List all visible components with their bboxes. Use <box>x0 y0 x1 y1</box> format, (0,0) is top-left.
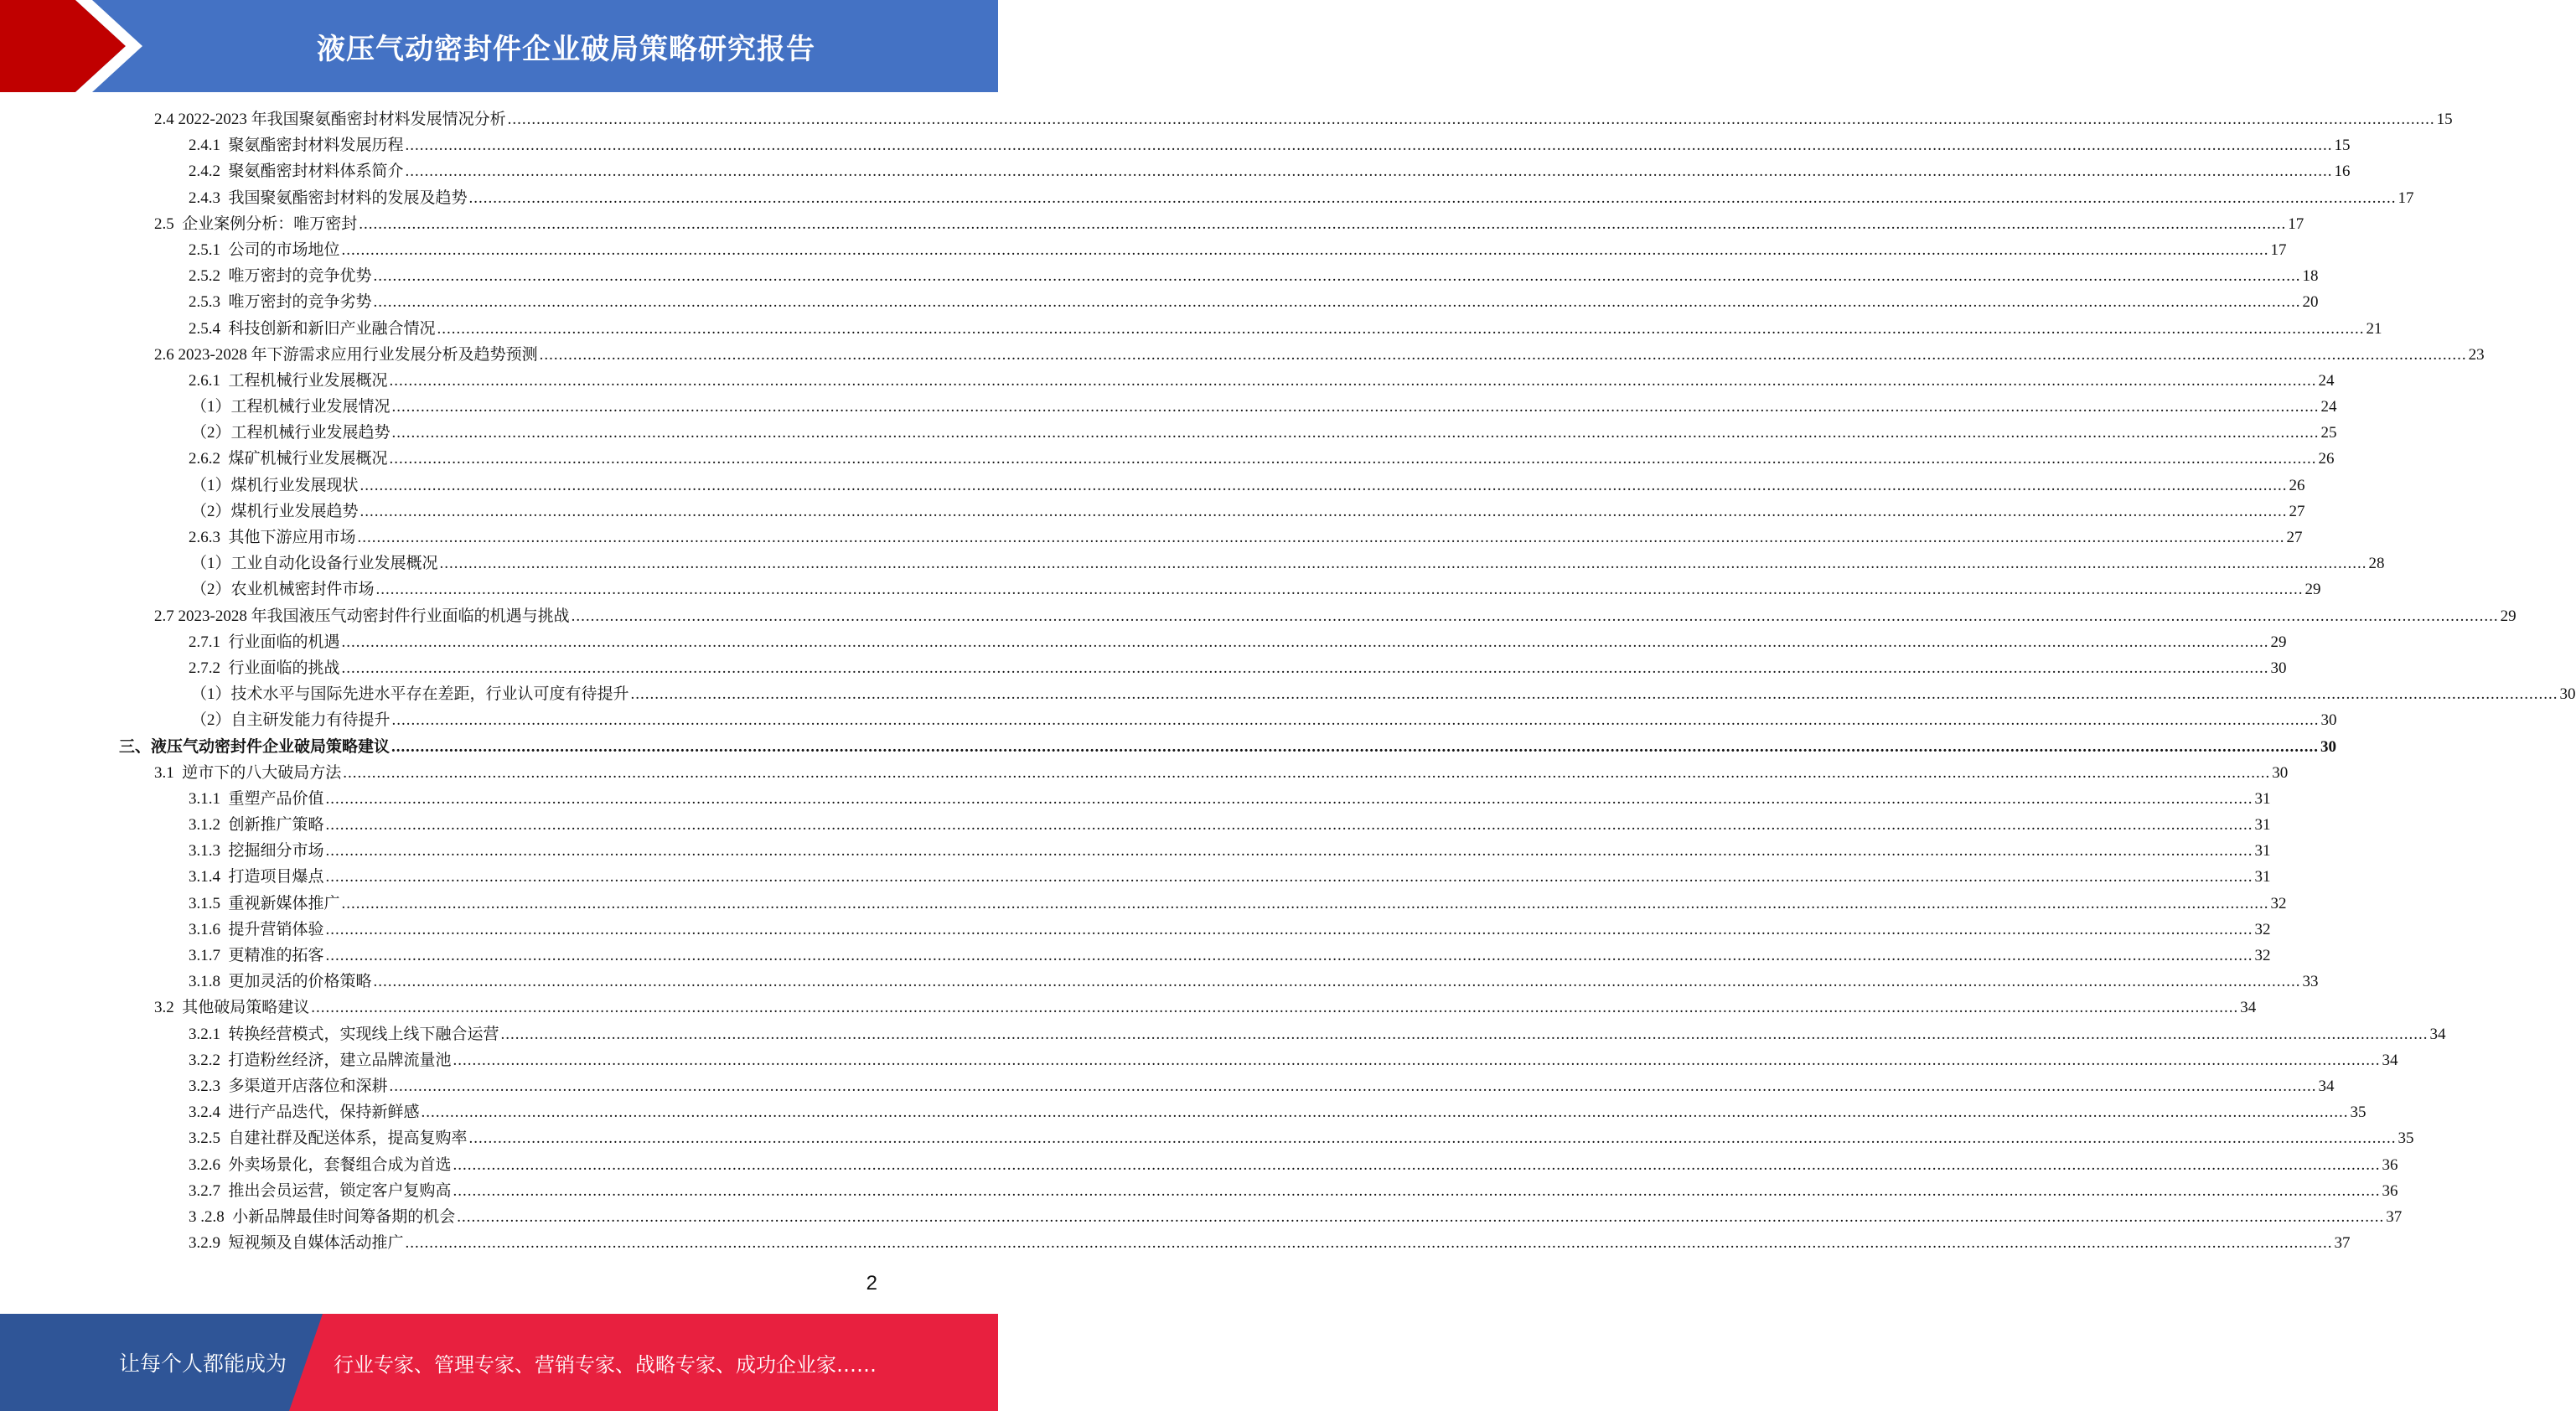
toc-leader-dots: ................................................................................................................................................................................................................................................................................................................................................................................................................ <box>325 920 2253 938</box>
toc-entry[interactable] <box>0 342 2485 368</box>
toc-entry-label: （2）工程机械行业发展趋势 <box>191 424 391 442</box>
toc-entry-label: 3.2.3 多渠道开店落位和深耕 <box>189 1077 388 1095</box>
toc-entry[interactable] <box>0 812 2271 838</box>
toc-entry[interactable] <box>0 525 2303 550</box>
toc-entry-label: 2.5.1 公司的市场地位 <box>189 240 340 259</box>
toc-entry-label: 3.2.1 转换经营模式，实现线上线下融合运营 <box>189 1025 499 1043</box>
toc-entry-page: 26 <box>2289 476 2305 494</box>
toc-leader-dots: ................................................................................................................................................................................................................................................................................................................................................................................................................ <box>439 555 2367 573</box>
toc-leader-dots: ................................................................................................................................................................................................................................................................................................................................................................................................................ <box>325 842 2253 861</box>
toc-leader-dots: ................................................................................................................................................................................................................................................................................................................................................................................................................ <box>311 999 2239 1017</box>
toc-entry-label: 3.2.2 打造粉丝经济，建立品牌流量池 <box>189 1051 452 1069</box>
toc-entry-page: 24 <box>2320 398 2337 416</box>
toc-entry-page: 32 <box>2270 894 2287 912</box>
toc-leader-dots: ................................................................................................................................................................................................................................................................................................................................................................................................................ <box>405 163 2333 181</box>
toc-entry-page: 17 <box>2398 189 2414 207</box>
toc-leader-dots: ................................................................................................................................................................................................................................................................................................................................................................................................................ <box>359 214 2287 233</box>
toc-entry-page: 27 <box>2286 529 2303 546</box>
toc-leader-dots: ................................................................................................................................................................................................................................................................................................................................................................................................................ <box>360 476 2288 494</box>
toc-entry-label: （1）煤机行业发展现状 <box>191 476 359 494</box>
toc-entry[interactable] <box>0 943 2271 969</box>
page-footer <box>0 1314 998 1411</box>
toc-entry-label: 3.1.2 创新推广策略 <box>189 816 324 835</box>
toc-entry-page: 37 <box>2386 1207 2403 1226</box>
toc-leader-dots: ................................................................................................................................................................................................................................................................................................................................................................................................................ <box>360 502 2288 520</box>
toc-entry-page: 18 <box>2302 267 2319 286</box>
toc-entry[interactable] <box>0 864 2271 890</box>
toc-entry-page: 20 <box>2302 293 2319 312</box>
toc-entry-page: 36 <box>2382 1155 2398 1174</box>
toc-entry-page: 30 <box>2272 763 2289 782</box>
toc-entry-label: （2）自主研发能力有待提升 <box>191 711 391 730</box>
toc-entry[interactable] <box>0 420 2337 446</box>
toc-leader-dots: ................................................................................................................................................................................................................................................................................................................................................................................................................ <box>405 1234 2333 1253</box>
toc-entry[interactable] <box>0 734 2337 760</box>
toc-entry-page: 29 <box>2270 633 2287 651</box>
toc-leader-dots: ................................................................................................................................................................................................................................................................................................................................................................................................................ <box>341 633 2269 651</box>
toc-entry-page: 15 <box>2334 137 2351 155</box>
toc-leader-dots: ................................................................................................................................................................................................................................................................................................................................................................................................................ <box>437 319 2365 338</box>
toc-entry-page: 31 <box>2254 868 2271 886</box>
toc-entry-page: 29 <box>2500 607 2517 625</box>
toc-entry[interactable] <box>0 786 2271 812</box>
toc-entry-page: 34 <box>2429 1025 2446 1043</box>
toc-entry-label: 2.4.1 聚氨酯密封材料发展历程 <box>189 137 404 155</box>
toc-entry-label: 2.7 2023-2028 年我国液压气动密封件行业面临的机遇与挑战 <box>154 607 570 625</box>
toc-entry-page: 35 <box>2398 1129 2414 1148</box>
toc-entry-page: 15 <box>2436 111 2453 128</box>
toc-entry-label: 3.2.9 短视频及自媒体活动推广 <box>189 1234 404 1253</box>
toc-leader-dots: ................................................................................................................................................................................................................................................................................................................................................................................................................ <box>389 1077 2317 1095</box>
toc-leader-dots: ................................................................................................................................................................................................................................................................................................................................................................................................................ <box>453 1051 2381 1069</box>
toc-entry-page: 33 <box>2302 973 2319 991</box>
toc-entry-page: 34 <box>2318 1077 2335 1095</box>
toc-leader-dots: ................................................................................................................................................................................................................................................................................................................................................................................................................ <box>391 711 2320 730</box>
toc-entry-label: 2.7.1 行业面临的机遇 <box>189 633 340 651</box>
toc-entry[interactable] <box>0 1073 2335 1099</box>
toc-leader-dots: ................................................................................................................................................................................................................................................................................................................................................................................................................ <box>341 659 2269 677</box>
toc-leader-dots: ................................................................................................................................................................................................................................................................................................................................................................................................................ <box>391 737 2320 756</box>
toc-leader-dots: ................................................................................................................................................................................................................................................................................................................................................................................................................ <box>500 1025 2429 1043</box>
toc-entry[interactable] <box>0 446 2335 472</box>
toc-entry[interactable] <box>0 316 2382 342</box>
toc-leader-dots: ................................................................................................................................................................................................................................................................................................................................................................................................................ <box>468 189 2397 207</box>
toc-entry-label: 2.6 2023-2028 年下游需求应用行业发展分析及趋势预测 <box>154 345 538 364</box>
toc-entry[interactable] <box>0 629 2287 655</box>
toc-leader-dots: ................................................................................................................................................................................................................................................................................................................................................................................................................ <box>453 1155 2381 1174</box>
toc-entry-label: 2.5 企业案例分析：唯万密封 <box>154 214 358 233</box>
toc-entry-page: 30 <box>2270 659 2287 677</box>
toc-entry[interactable] <box>0 368 2335 394</box>
toc-leader-dots: ................................................................................................................................................................................................................................................................................................................................................................................................................ <box>507 111 2435 128</box>
toc-entry-page: 30 <box>2559 685 2576 704</box>
toc-leader-dots: ................................................................................................................................................................................................................................................................................................................................................................................................................ <box>457 1207 2385 1226</box>
toc-entry[interactable] <box>0 499 2305 525</box>
toc-leader-dots: ................................................................................................................................................................................................................................................................................................................................................................................................................ <box>325 789 2253 808</box>
report-title: 液压气动密封件企业破局策略研究报告 <box>317 32 815 66</box>
toc-entry[interactable] <box>0 1204 2403 1230</box>
toc-entry[interactable] <box>0 158 2351 184</box>
toc-entry-label: 3.1.8 更加灵活的价格策略 <box>189 973 372 991</box>
toc-entry-page: 32 <box>2254 947 2271 964</box>
page-number: 2 <box>866 1272 877 1295</box>
toc-entry-label: 2.6.2 煤矿机械行业发展概况 <box>189 450 388 468</box>
toc-entry[interactable] <box>0 473 2305 499</box>
toc-entry-label: 3.2 其他破局策略建议 <box>154 999 310 1017</box>
toc-entry-page: 36 <box>2382 1181 2398 1200</box>
toc-entry[interactable] <box>0 106 2453 132</box>
toc-entry-label: 3.1.1 重塑产品价值 <box>189 789 324 808</box>
toc-entry-page: 29 <box>2304 581 2321 599</box>
toc-entry-page: 24 <box>2318 371 2335 390</box>
toc-entry[interactable] <box>0 681 2576 707</box>
toc-entry-label: 2.6.3 其他下游应用市场 <box>189 529 356 546</box>
toc-entry-label: （2）煤机行业发展趋势 <box>191 502 359 520</box>
toc-entry[interactable] <box>0 289 2319 315</box>
toc-entry[interactable] <box>0 237 2287 263</box>
toc-entry-page: 30 <box>2320 711 2337 730</box>
toc-entry-label: 3.1.7 更精准的拓客 <box>189 947 324 964</box>
footer-slogan-right: 行业专家、管理专家、营销专家、战略专家、成功企业家…… <box>334 1352 877 1377</box>
toc-leader-dots: ................................................................................................................................................................................................................................................................................................................................................................................................................ <box>453 1181 2381 1200</box>
footer-slogan-left: 让每个人都能成为 <box>119 1352 287 1376</box>
toc-leader-dots: ................................................................................................................................................................................................................................................................................................................................................................................................................ <box>539 345 2467 364</box>
toc-entry-page: 17 <box>2270 240 2287 259</box>
toc-leader-dots: ................................................................................................................................................................................................................................................................................................................................................................................................................ <box>391 398 2320 416</box>
toc-entry-label: （2）农业机械密封件市场 <box>191 581 375 599</box>
toc-entry[interactable] <box>0 211 2304 237</box>
toc-entry[interactable] <box>0 132 2351 158</box>
toc-leader-dots: ................................................................................................................................................................................................................................................................................................................................................................................................................ <box>341 894 2269 912</box>
toc-entry-page: 17 <box>2288 214 2304 233</box>
toc-entry-label: 3.1.4 打造项目爆点 <box>189 868 324 886</box>
toc-leader-dots: ................................................................................................................................................................................................................................................................................................................................................................................................................ <box>373 267 2301 286</box>
toc-entry-label: 2.7.2 行业面临的挑战 <box>189 659 340 677</box>
toc-entry-label: 三、液压气动密封件企业破局策略建议 <box>119 737 391 756</box>
toc-entry-label: 3.1 逆市下的八大破局方法 <box>154 763 342 782</box>
toc-entry[interactable] <box>0 891 2287 917</box>
toc-entry-label: 3.2.4 进行产品迭代，保持新鲜感 <box>189 1103 420 1122</box>
toc-entry[interactable] <box>0 838 2271 864</box>
toc-leader-dots: ................................................................................................................................................................................................................................................................................................................................................................................................................ <box>375 581 2304 599</box>
toc-entry[interactable] <box>0 969 2319 995</box>
toc-entry-label: 2.4.2 聚氨酯密封材料体系简介 <box>189 163 404 181</box>
toc-leader-dots: ................................................................................................................................................................................................................................................................................................................................................................................................................ <box>391 424 2320 442</box>
toc-entry-label: 3 .2.8 小新品牌最佳时间筹备期的机会 <box>189 1207 456 1226</box>
toc-entry-label: （1）技术水平与国际先进水平存在差距，行业认可度有待提升 <box>191 685 629 704</box>
toc-entry[interactable] <box>0 1152 2398 1178</box>
toc-leader-dots: ................................................................................................................................................................................................................................................................................................................................................................................................................ <box>389 450 2317 468</box>
toc-entry-label: 2.4.3 我国聚氨酯密封材料的发展及趋势 <box>189 189 468 207</box>
toc-entry-label: 3.2.7 推出会员运营，锁定客户复购高 <box>189 1181 452 1200</box>
toc-entry-page: 30 <box>2320 737 2337 756</box>
toc-entry-label: 3.2.5 自建社群及配送体系，提高复购率 <box>189 1129 468 1148</box>
toc-leader-dots: ................................................................................................................................................................................................................................................................................................................................................................................................................ <box>373 973 2301 991</box>
toc-entry-label: 2.6.1 工程机械行业发展概况 <box>189 371 388 390</box>
toc-entry-page: 34 <box>2240 999 2257 1017</box>
toc-entry[interactable] <box>0 1125 2414 1151</box>
toc-entry[interactable] <box>0 917 2271 943</box>
toc-entry-page: 37 <box>2334 1234 2351 1253</box>
toc-entry-page: 27 <box>2289 502 2305 520</box>
toc-entry-label: 2.5.2 唯万密封的竞争优势 <box>189 267 372 286</box>
toc-entry[interactable] <box>0 1021 2446 1047</box>
toc-leader-dots: ................................................................................................................................................................................................................................................................................................................................................................................................................ <box>405 137 2333 155</box>
toc-entry-label: 3.1.5 重视新媒体推广 <box>189 894 340 912</box>
toc-entry-page: 21 <box>2366 319 2382 338</box>
toc-entry-label: 2.4 2022-2023 年我国聚氨酯密封材料发展情况分析 <box>154 111 506 128</box>
toc-entry[interactable] <box>0 576 2321 602</box>
toc-entry-page: 26 <box>2318 450 2335 468</box>
toc-leader-dots: ................................................................................................................................................................................................................................................................................................................................................................................................................ <box>325 868 2253 886</box>
toc-entry-label: （1）工程机械行业发展情况 <box>191 398 391 416</box>
toc-leader-dots: ................................................................................................................................................................................................................................................................................................................................................................................................................ <box>373 293 2301 312</box>
toc-entry[interactable] <box>0 995 2257 1021</box>
toc-entry[interactable] <box>0 394 2337 420</box>
toc-entry-page: 31 <box>2254 789 2271 808</box>
toc-entry[interactable] <box>0 760 2289 786</box>
toc-entry[interactable] <box>0 1230 2351 1256</box>
toc-entry[interactable] <box>0 603 2517 629</box>
toc-entry[interactable] <box>0 1047 2398 1073</box>
toc-entry[interactable] <box>0 707 2337 733</box>
toc-entry[interactable] <box>0 655 2287 681</box>
toc-entry-page: 16 <box>2334 163 2351 181</box>
header-arrow-decoration <box>0 0 142 92</box>
toc-entry-label: 3.2.6 外卖场景化，套餐组合成为首选 <box>189 1155 452 1174</box>
toc-entry-label: （1）工业自动化设备行业发展概况 <box>191 555 438 573</box>
toc-leader-dots: ................................................................................................................................................................................................................................................................................................................................................................................................................ <box>630 685 2558 704</box>
toc-entry-page: 28 <box>2368 555 2385 573</box>
toc-entry-page: 35 <box>2350 1103 2367 1122</box>
toc-entry-label: 2.5.3 唯万密封的竞争劣势 <box>189 293 372 312</box>
toc-leader-dots: ................................................................................................................................................................................................................................................................................................................................................................................................................ <box>421 1103 2349 1122</box>
toc-entry[interactable] <box>0 185 2414 211</box>
toc-leader-dots: ................................................................................................................................................................................................................................................................................................................................................................................................................ <box>341 240 2269 259</box>
toc-entry[interactable] <box>0 1178 2398 1204</box>
toc-entry-label: 3.1.6 提升营销体验 <box>189 920 324 938</box>
toc-leader-dots: ................................................................................................................................................................................................................................................................................................................................................................................................................ <box>571 607 2499 625</box>
toc-entry-page: 32 <box>2254 920 2271 938</box>
toc-entry-page: 23 <box>2468 345 2485 364</box>
page-header <box>0 0 998 92</box>
toc-leader-dots: ................................................................................................................................................................................................................................................................................................................................................................................................................ <box>325 947 2253 964</box>
toc-entry[interactable] <box>0 263 2319 289</box>
toc-entry-page: 31 <box>2254 816 2271 835</box>
toc-entry-label: 2.5.4 科技创新和新旧产业融合情况 <box>189 319 436 338</box>
toc-leader-dots: ................................................................................................................................................................................................................................................................................................................................................................................................................ <box>468 1129 2397 1148</box>
toc-entry-page: 31 <box>2254 842 2271 861</box>
toc-leader-dots: ................................................................................................................................................................................................................................................................................................................................................................................................................ <box>343 763 2271 782</box>
toc-leader-dots: ................................................................................................................................................................................................................................................................................................................................................................................................................ <box>389 371 2317 390</box>
toc-entry-label: 3.1.3 挖掘细分市场 <box>189 842 324 861</box>
toc-entry[interactable] <box>0 550 2385 576</box>
table-of-contents <box>0 106 2576 1256</box>
toc-leader-dots: ................................................................................................................................................................................................................................................................................................................................................................................................................ <box>325 816 2253 835</box>
toc-leader-dots: ................................................................................................................................................................................................................................................................................................................................................................................................................ <box>357 529 2285 546</box>
toc-entry[interactable] <box>0 1099 2367 1125</box>
toc-entry-page: 25 <box>2320 424 2337 442</box>
toc-entry-page: 34 <box>2382 1051 2398 1069</box>
